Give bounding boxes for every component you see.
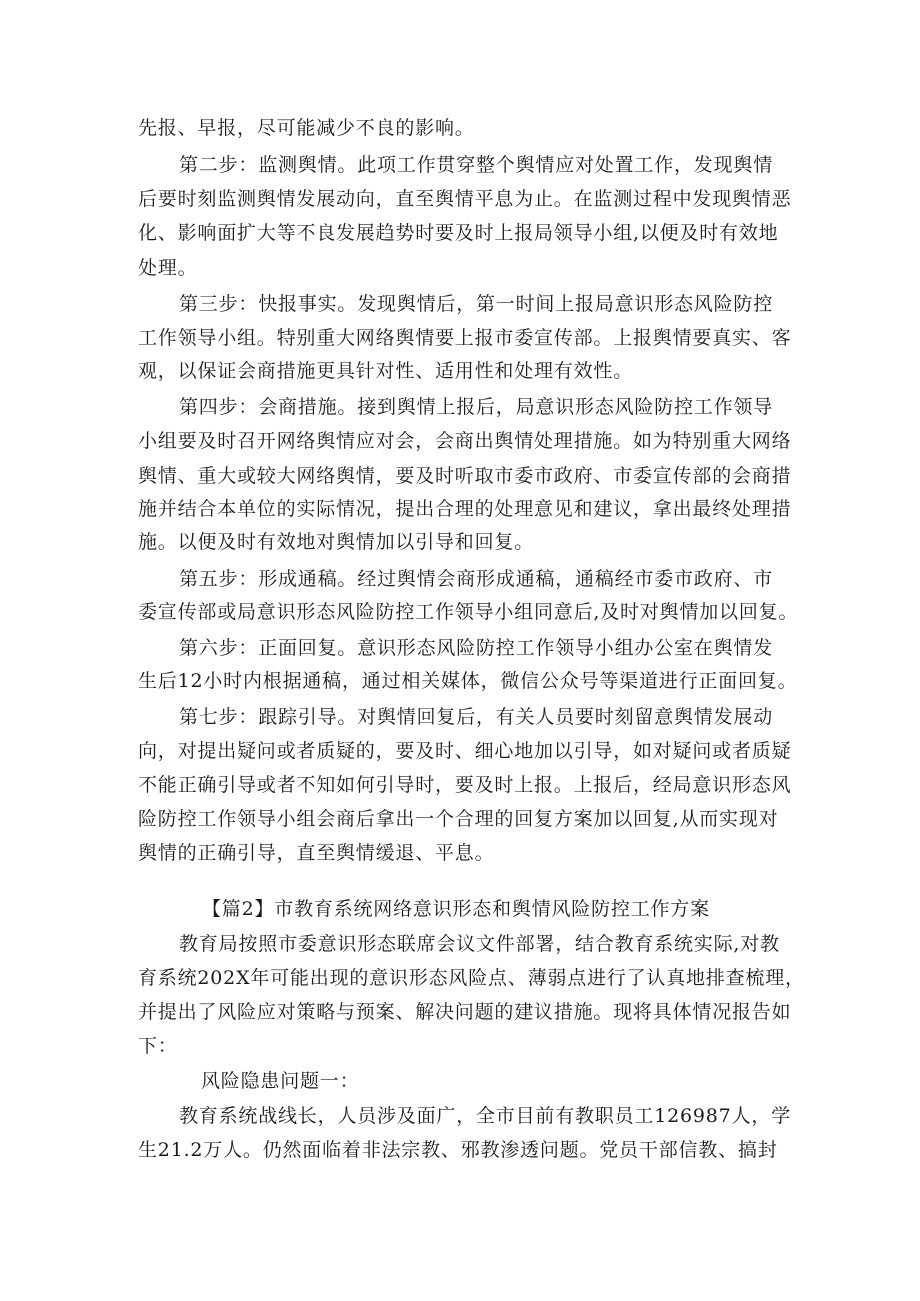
text-line: 向，对提出疑问或者质疑的，要及时、细心地加以引导，如对疑问或者质疑 (138, 740, 792, 762)
text-line: 生21.2万人。仍然面临着非法宗教、邪教渗透问题。党员干部信教、搞封 (138, 1139, 778, 1161)
text-line: 施。以便及时有效地对舆情加以引导和回复。 (138, 531, 535, 553)
text-line: 舆情的正确引导，直至舆情缓退、平息。 (138, 842, 495, 864)
text-line: 第三步：快报事实。发现舆情后，第一时间上报局意识形态风险防控 (179, 293, 774, 315)
text-line: 处理。 (138, 257, 198, 279)
text-line: 小组要及时召开网络舆情应对会，会商出舆情处理措施。如为特别重大网络 (138, 430, 792, 452)
text-line: 委宣传部或局意识形态风险防控工作领导小组同意后,及时对舆情加以回复。 (138, 601, 799, 623)
text-line: 险防控工作领导小组会商后拿出一个合理的回复方案加以回复,从而实现对 (138, 808, 779, 830)
text-line: 化、影响面扩大等不良发展趋势时要及时上报局领导小组,以便及时有效地 (138, 222, 779, 244)
text-line: 先报、早报，尽可能减少不良的影响。 (138, 117, 475, 139)
text-line: 第五步：形成通稿。经过舆情会商形成通稿，通稿经市委市政府、市 (179, 568, 774, 590)
text-line: 不能正确引导或者不知如何引导时，要及时上报。上报后，经局意识形态风 (138, 774, 792, 796)
text-line: 后要时刻监测舆情发展动向，直至舆情平息为止。在监测过程中发现舆情恶 (138, 188, 792, 210)
text-line: 生后12小时内根据通稿，通过相关媒体，微信公众号等渠道进行正面回复。 (138, 670, 798, 692)
text-line: 第二步：监测舆情。此项工作贯穿整个舆情应对处置工作，发现舆情 (179, 154, 774, 176)
text-line: 舆情、重大或较大网络舆情，要及时听取市委市政府、市委宣传部的会商措 (138, 465, 792, 487)
text-line: 第六步：正面回复。意识形态风险防控工作领导小组办公室在舆情发 (179, 637, 774, 659)
text-line: 教育系统战线长，人员涉及面广，全市目前有教职员工126987人，学 (179, 1105, 791, 1127)
text-line: 第四步：会商措施。接到舆情上报后，局意识形态风险防控工作领导 (179, 396, 774, 418)
text-line: 观，以保证会商措施更具针对性、适用性和处理有效性。 (138, 360, 634, 382)
text-line: 教育局按照市委意识形态联席会议文件部署，结合教育系统实际,对教 (179, 933, 780, 955)
text-line: 工作领导小组。特别重大网络舆情要上报市委宣传部。上报舆情要真实、客 (138, 327, 792, 349)
text-line: 并提出了风险应对策略与预案、解决问题的建议措施。现将具体情况报告如 (138, 1001, 792, 1023)
text-line: 育系统202X年可能出现的意识形态风险点、薄弱点进行了认真地排查梳理， (138, 967, 805, 989)
text-line: 施并结合本单位的实际情况，提出合理的处理意见和建议，拿出最终处理措 (138, 498, 792, 520)
sub-heading: 风险隐患问题一： (201, 1070, 360, 1092)
section-heading: 【篇2】市教育系统网络意识形态和舆情风险防控工作方案 (202, 898, 710, 920)
text-line: 第七步：跟踪引导。对舆情回复后，有关人员要时刻留意舆情发展动 (179, 706, 774, 728)
text-line: 下： (138, 1035, 178, 1057)
